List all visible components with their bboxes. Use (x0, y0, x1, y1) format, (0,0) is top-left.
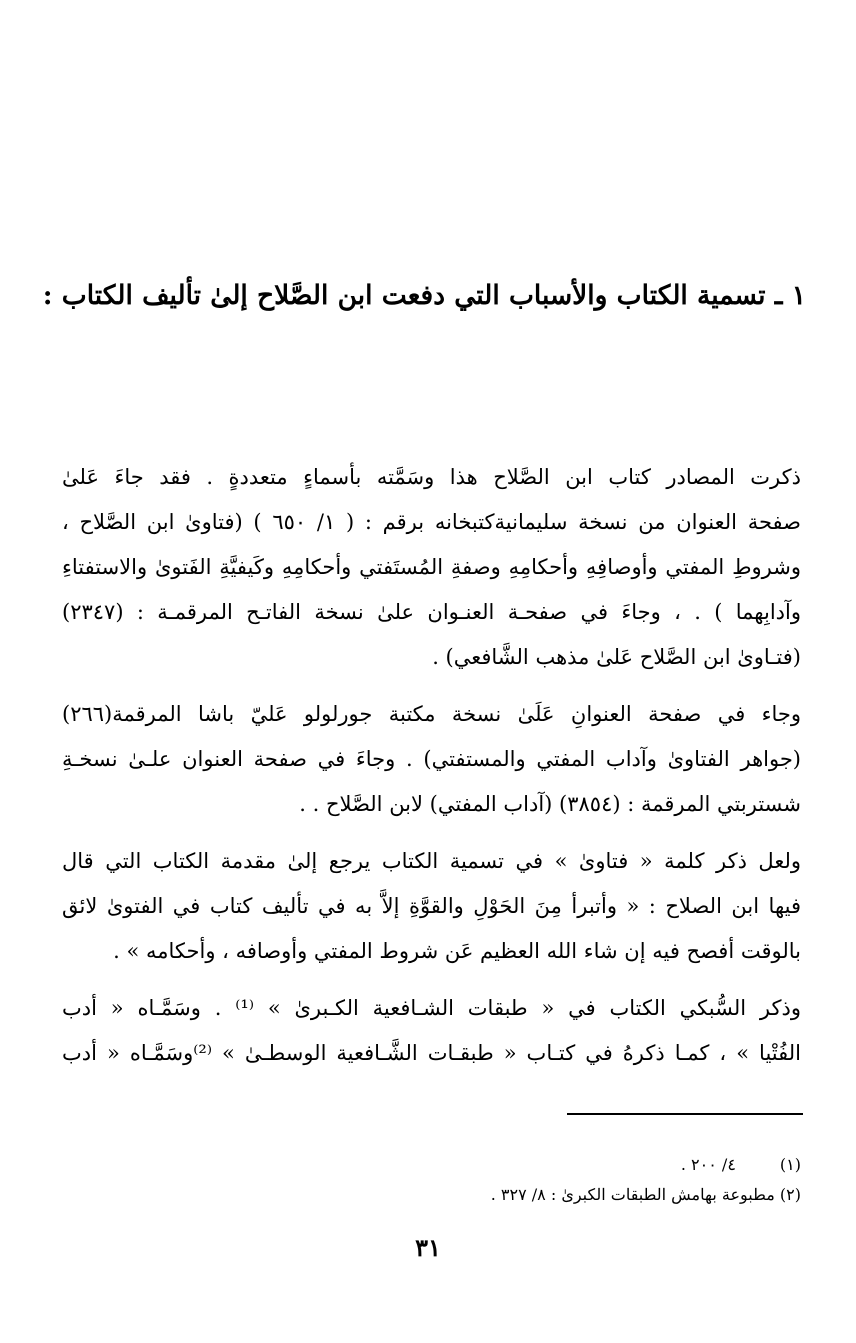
paragraph-4 (62, 986, 801, 1076)
section-heading: ١ ـ تسمية الكتاب والأسباب التي دفعت ابن الصَّلاح إلىٰ تأليف الكتاب : (42, 280, 806, 311)
paragraph-1 (62, 455, 801, 680)
footnotes (200, 1150, 801, 1210)
footnote-number: (٢) (779, 1185, 801, 1204)
text-line: فيها ابن الصلاح : « وأتبرأ مِنَ الحَوْلِ والقوَّةِ إلاَّ به في تأليف كتاب في الفتوىٰ لائق (62, 894, 801, 918)
text-line: وذكر السُّبكي الكتاب في « طبقات الشـافعية الكـبرىٰ » ⁽¹⁾ . وسَمَّـاه « أدب (62, 996, 801, 1020)
footnote-divider (567, 1113, 803, 1115)
body-text (62, 455, 801, 1088)
text-line: الفُتْيا » ، كمـا ذكرهُ في كتـاب « طبقـات الشَّـافعية الوسطـىٰ » ⁽²⁾وسَمَّـاه « أدب (62, 1041, 801, 1065)
text-line: (جواهر الفتاوىٰ وآداب المفتي والمستفتي) . وجاءَ في صفحة العنوان علـىٰ نسخـةِ (62, 747, 801, 771)
text-line: (فتـاوىٰ ابن الصَّلاح عَلىٰ مذهب الشَّافعي) . (432, 645, 801, 669)
footnote-number: (١) (779, 1155, 801, 1174)
text-line: وجاء في صفحة العنوانِ عَلَىٰ نسخة مكتبة جورلولو عَليّ باشا المرقمة(٢٦٦) (62, 702, 801, 726)
paragraph-2 (62, 692, 801, 827)
page-number: ٣١ (415, 1233, 441, 1262)
text-line: وشروطِ المفتي وأوصافِهِ وأحكامِهِ وصفةِ المُستَفتي وأحكامِهِ وكَيفيَّةِ الفَتوىٰ والاستفتاءِ (62, 555, 801, 579)
text-line: صفحة العنوان من نسخة سليمانيةكتبخانه برقم : ( ١/ ٦٥٠ ) (فتاوىٰ ابن الصَّلاح ، (62, 510, 801, 534)
footnote-2 (200, 1180, 801, 1210)
text-line: بالوقت أفصح فيه إن شاء الله العظيم عَن شروط المفتي وأوصافه ، وأحكامه » . (113, 939, 801, 963)
footnote-text: ٤/ ٢٠٠ . (680, 1155, 736, 1174)
text-line: ولعل ذكر كلمة « فتاوىٰ » في تسمية الكتاب يرجع إلىٰ مقدمة الكتاب التي قال (62, 849, 801, 873)
text-line: شستربتي المرقمة : (٣٨٥٤) (آداب المفتي) لابن الصَّلاح . . (299, 792, 801, 816)
footnote-text: مطبوعة بهامش الطبقات الكبرىٰ : ٨/ ٣٢٧ . (490, 1185, 775, 1204)
text-line: وآدابِهما ) . ، وجاءَ في صفحـة العنـوان علىٰ نسخة الفاتـح المرقمـة : (٢٣٤٧) (62, 600, 801, 624)
footnote-1 (200, 1150, 801, 1180)
paragraph-3 (62, 839, 801, 974)
text-line: ذكرت المصادر كتاب ابن الصَّلاح هذا وسَمَّته بأسماءٍ متعددةٍ . فقد جاءَ عَلىٰ (62, 465, 801, 489)
